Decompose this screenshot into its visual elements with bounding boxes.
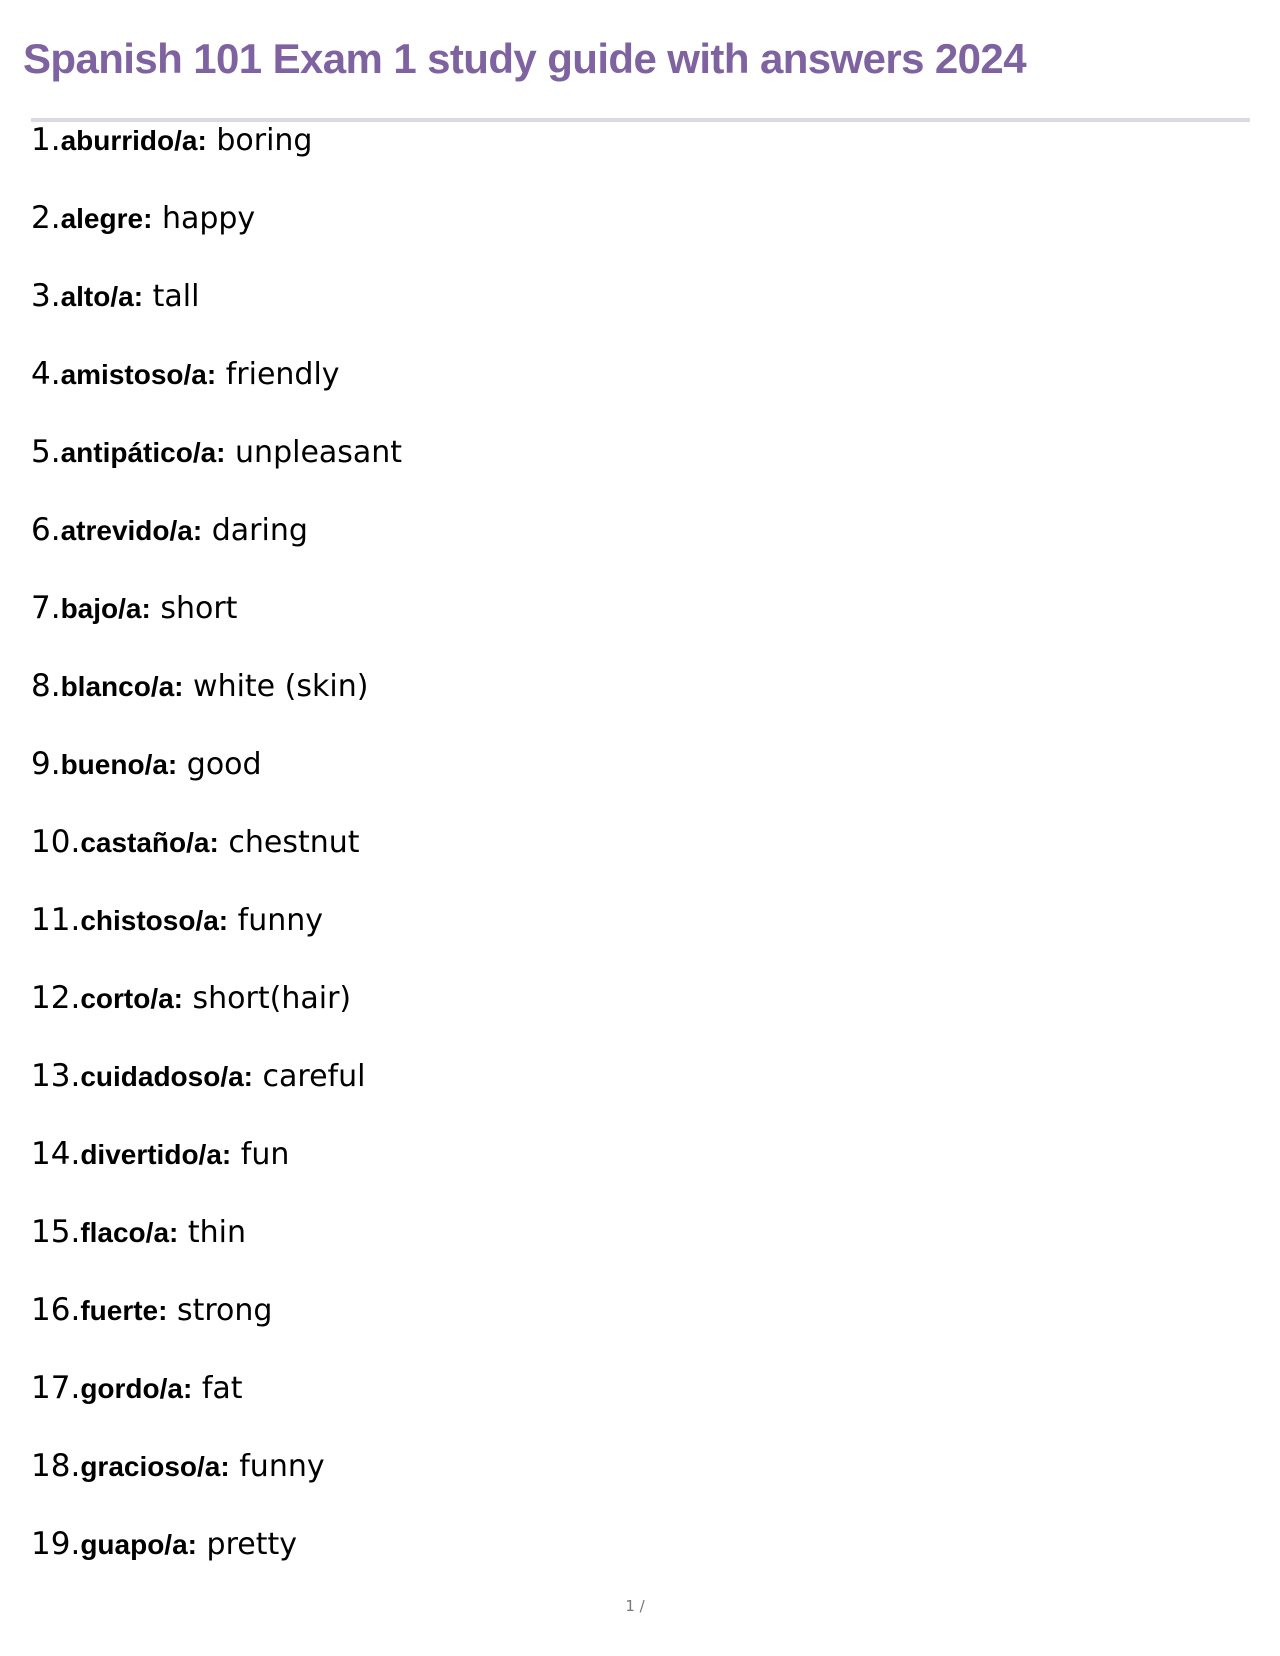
item-number: 16. [31,1292,81,1328]
list-item [31,1057,402,1135]
item-number: 17. [31,1370,81,1406]
item-number: 13. [31,1058,81,1094]
vocabulary-list [31,121,402,1603]
item-term: chistoso/a: [80,905,229,936]
item-number: 10. [31,824,81,860]
item-term: gordo/a: [80,1373,193,1404]
item-definition: unpleasant [225,435,403,470]
item-term: divertido/a: [80,1139,232,1170]
list-item [31,589,402,667]
item-term: guapo/a: [80,1529,197,1560]
item-definition: happy [152,201,256,236]
list-item [31,823,402,901]
item-term: antipático/a: [60,437,226,468]
item-definition: short [150,591,238,626]
item-definition: careful [253,1059,366,1094]
item-term: bueno/a: [60,749,178,780]
item-definition: tall [143,279,200,314]
list-item [31,1213,402,1291]
item-number: 14. [31,1136,81,1172]
item-definition: funny [228,903,324,938]
item-number: 11. [31,902,81,938]
item-definition: good [177,747,262,782]
list-item [31,1291,402,1369]
item-number: 18. [31,1448,81,1484]
item-term: bajo/a: [60,593,151,624]
item-term: corto/a: [80,983,183,1014]
item-definition: daring [202,513,308,548]
item-term: aburrido/a: [60,125,207,156]
list-item [31,1525,402,1603]
list-item [31,511,402,589]
item-term: fuerte: [80,1295,168,1326]
list-item [31,1447,402,1525]
item-definition: funny [229,1449,325,1484]
list-item [31,1369,402,1447]
list-item [31,433,402,511]
item-number: 2. [31,200,61,236]
list-item [31,667,402,745]
item-term: blanco/a: [60,671,184,702]
item-number: 3. [31,278,61,314]
item-number: 9. [31,746,61,782]
item-definition: short(hair) [183,981,352,1016]
list-item [31,1135,402,1213]
item-term: amistoso/a: [60,359,217,390]
item-definition: fun [231,1137,290,1172]
item-number: 5. [31,434,61,470]
item-number: 12. [31,980,81,1016]
item-term: flaco/a: [80,1217,179,1248]
item-number: 4. [31,356,61,392]
list-item [31,199,402,277]
item-definition: white (skin) [183,669,369,704]
item-term: alto/a: [60,281,144,312]
list-item [31,745,402,823]
list-item [31,979,402,1057]
item-number: 6. [31,512,61,548]
item-term: castaño/a: [80,827,219,858]
item-term: alegre: [60,203,153,234]
list-item [31,355,402,433]
item-term: gracioso/a: [80,1451,230,1482]
list-item [31,121,402,199]
item-definition: fat [192,1371,243,1406]
item-definition: pretty [196,1527,297,1562]
item-number: 19. [31,1526,81,1562]
item-definition: boring [206,123,313,158]
item-definition: strong [167,1293,273,1328]
item-definition: friendly [216,357,340,392]
item-term: cuidadoso/a: [80,1061,254,1092]
item-definition: chestnut [218,825,360,860]
page-number: 1 / [625,1597,645,1615]
item-number: 8. [31,668,61,704]
list-item [31,901,402,979]
item-definition: thin [178,1215,247,1250]
item-term: atrevido/a: [60,515,203,546]
document-title: Spanish 101 Exam 1 study guide with answers 2024 [23,35,1026,82]
list-item [31,277,402,355]
item-number: 7. [31,590,61,626]
item-number: 15. [31,1214,81,1250]
item-number: 1. [31,122,61,158]
